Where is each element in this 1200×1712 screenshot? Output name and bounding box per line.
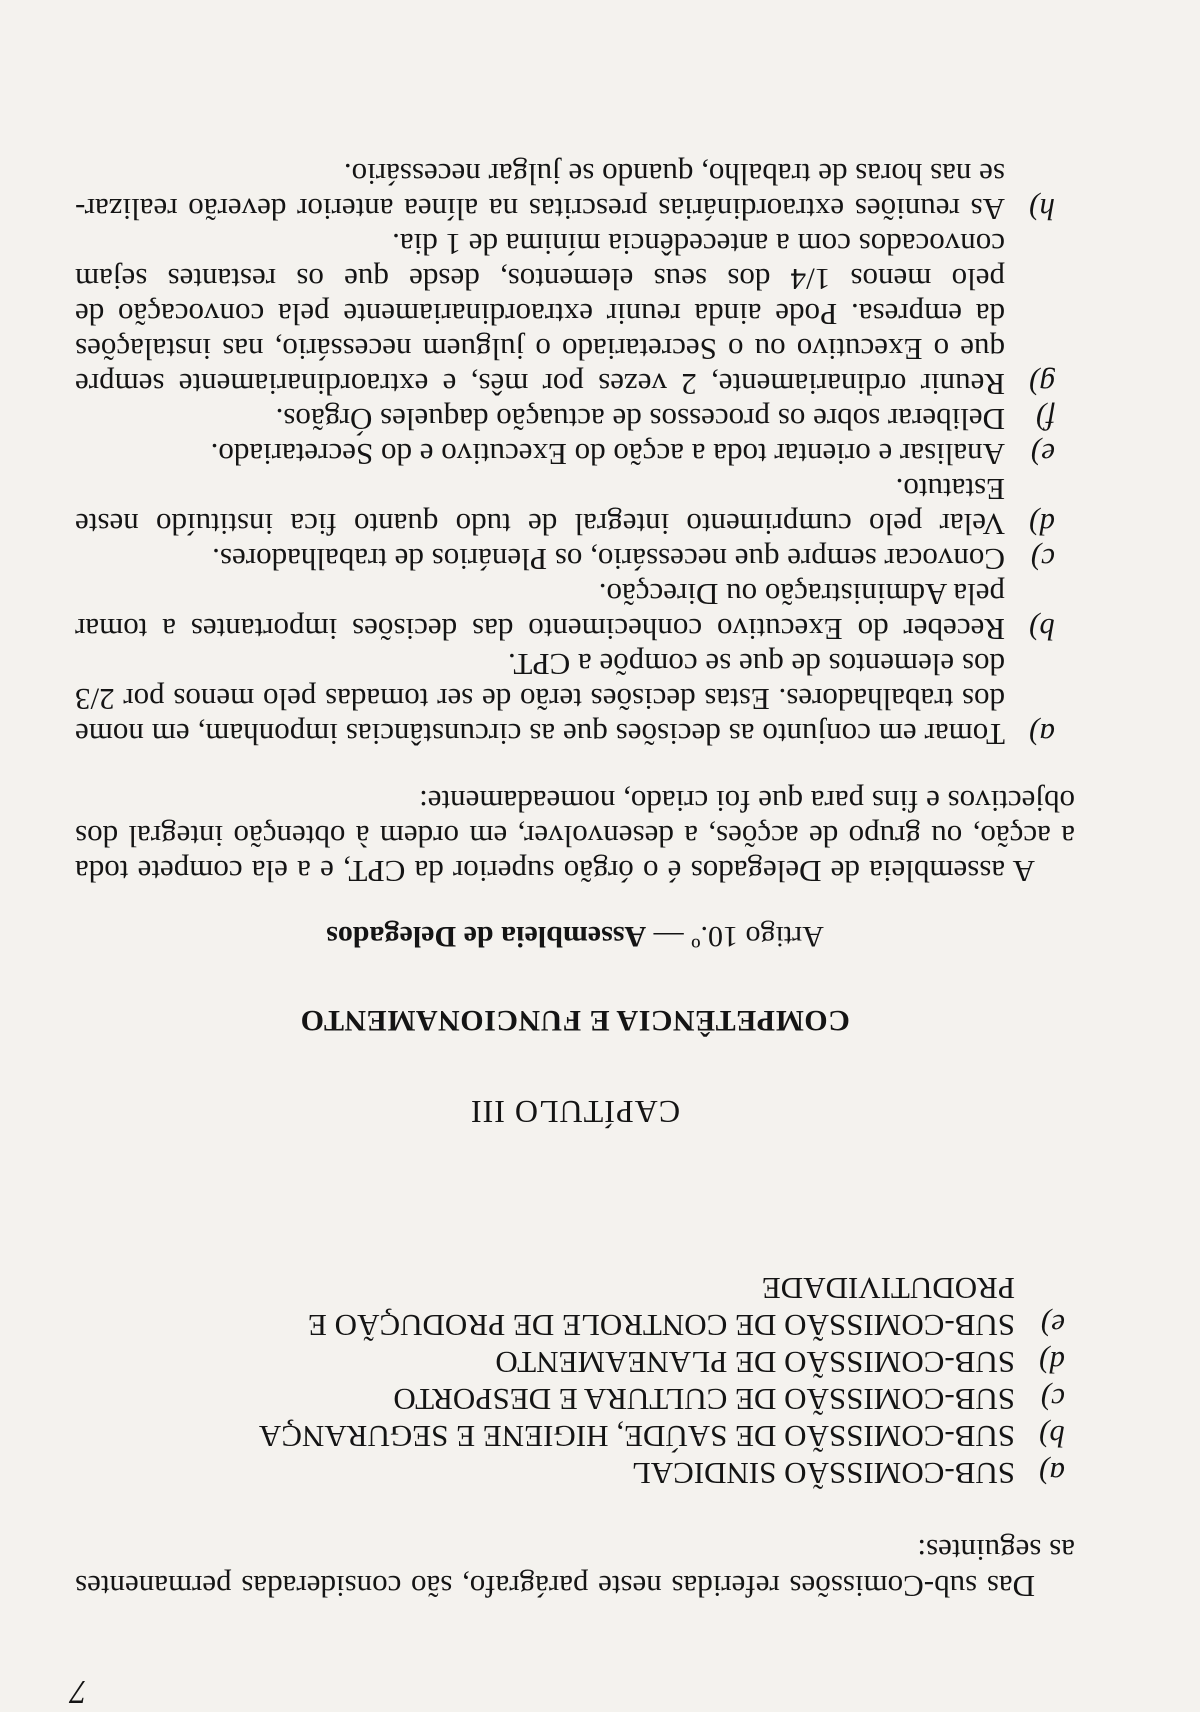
item-letter: d) — [1039, 1345, 1065, 1380]
item-text: SUB-COMISSÃO SINDICAL — [631, 1456, 1015, 1491]
article-intro-paragraph: A assembleia de Delegados é o órgão superior da CPT, e a ela compete toda a acção, ou grupo de acções, a desenvolver, em ordem à obtenção integral dos objectivos e fins para que foi criado, nomeadamente: — [75, 784, 1075, 889]
item-letter: c) — [1040, 1382, 1065, 1417]
sub-commission-list — [75, 1270, 1075, 1492]
item-text: As reuniões extraordinárias prescritas na alínea anterior deverão realizar-se nas horas de trabalho, quando se julgar necessário. — [75, 157, 1005, 227]
list-item — [75, 472, 1075, 542]
item-letter: e) — [1030, 437, 1055, 472]
item-letter: d) — [1029, 507, 1055, 542]
item-text: Receber do Executivo conhecimento das decisões importantes a tomar pela Administração ou Direcção. — [75, 577, 1005, 647]
item-text: Deliberar sobre os processos de actuação daqueles Órgãos. — [275, 402, 1005, 437]
item-letter: g) — [1029, 367, 1055, 402]
list-item — [75, 1418, 1075, 1455]
page-number: 7 — [70, 1673, 87, 1710]
item-text: Velar pelo cumprimento integral de tudo quanto fica instituído neste Estatuto. — [75, 472, 1005, 542]
item-text: Reunir ordinariamente, 2 vezes por mês, e extraordinariamente sempre que o Executivo ou o Secretariado o julguem necessário, nas instalações da empresa. Pode ainda reunir extraordinariamente pela convocação de pelo menos 1/4 dos seus elementos, desde que os restantes sejam convocados com a antecedência mínima de 1 dia. — [75, 227, 1005, 402]
item-letter: c) — [1030, 542, 1055, 577]
list-item — [75, 647, 1075, 752]
article-number: Artigo 10.º — — [653, 920, 824, 953]
intro-paragraph: Das sub-Comissões referidas neste parágrafo, são consideradas permanentes as seguintes: — [75, 1533, 1075, 1604]
item-text: SUB-COMISSÃO DE CULTURA E DESPORTO — [393, 1382, 1015, 1417]
list-item — [75, 1455, 1075, 1492]
list-item — [75, 1270, 1075, 1344]
item-letter: f) — [1036, 402, 1055, 437]
article-title: Assembleia de Delegados — [326, 920, 647, 953]
list-item — [75, 542, 1075, 577]
item-letter: a) — [1039, 1456, 1065, 1491]
item-letter: e) — [1040, 1308, 1065, 1343]
list-item — [75, 577, 1075, 647]
list-item — [75, 1344, 1075, 1381]
item-text: SUB-COMISSÃO DE SAÚDE, HIGIENE E SEGURANÇA — [258, 1419, 1015, 1454]
list-item — [75, 227, 1075, 402]
section-heading: COMPETÊNCIA E FUNCIONAMENTO — [300, 1004, 850, 1037]
list-item — [75, 157, 1075, 227]
list-item — [75, 1381, 1075, 1418]
item-letter: h) — [1029, 192, 1055, 227]
item-text: SUB-COMISSÃO DE PLANEAMENTO — [495, 1345, 1015, 1380]
item-letter: a) — [1029, 717, 1055, 752]
duties-list — [75, 157, 1075, 752]
list-item — [75, 437, 1075, 472]
item-letter: b) — [1029, 612, 1055, 647]
list-item — [75, 402, 1075, 437]
article-heading — [75, 919, 1075, 953]
item-text: SUB-COMISSÃO DE CONTROLE DE PRODUÇÃO E PRODUTIVIDADE — [307, 1271, 1015, 1343]
item-text: Tomar em conjunto as decisões que as circunstâncias imponham, em nome dos trabalhadores. Estas decisões terão de ser tomadas pelo menos por 2/3 dos elementos de que se compõe a CPT. — [75, 647, 1005, 752]
item-text: Analisar e orientar toda a acção do Executivo e do Secretariado. — [210, 437, 1005, 472]
item-text: Convocar sempre que necessário, os Plenários de trabalhadores. — [212, 542, 1005, 577]
chapter-heading: CAPÍTULO III — [469, 1094, 681, 1130]
item-letter: b) — [1039, 1419, 1065, 1454]
page-content — [75, 157, 1075, 1604]
